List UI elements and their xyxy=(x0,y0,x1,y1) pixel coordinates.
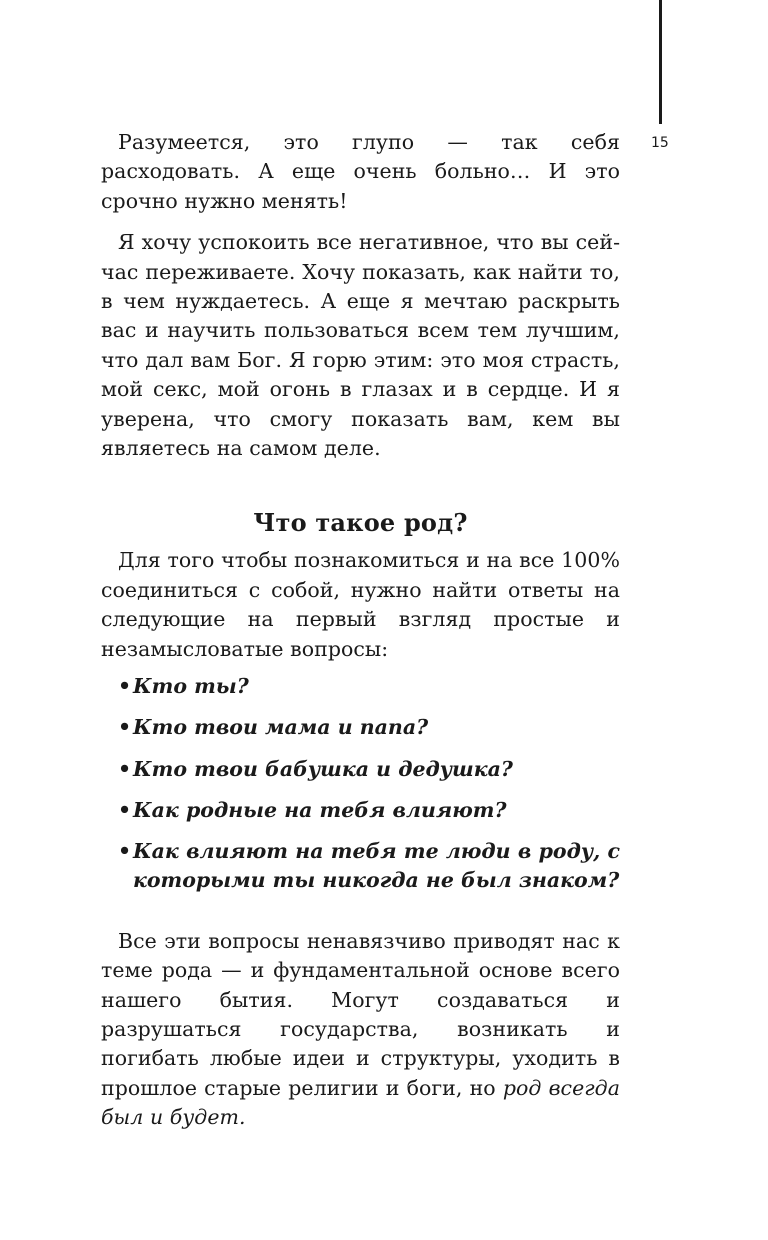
paragraph-3: Для того чтобы познакомиться и на все 100% соединиться с собой, нужно найти ответы на следующие на первый взгляд простые и незамысловатые вопросы: xyxy=(101,548,620,661)
list-item xyxy=(101,755,620,784)
paragraph-2: Я хочу успокоить все негативное, что вы сейчас переживаете. Хочу показать, как найти то, в чем нуждаетесь. А еще я мечтаю раскрыть вас и научить пользоваться всем тем лучшим, что дал вам Бог. Я горю этим: это моя страсть, мой секс, мой огонь в глазах и в сердце. И я уверена, что смогу показать вам, кем вы являетесь на самом деле. xyxy=(101,230,620,461)
question-text: Кто твои бабушка и дедушка? xyxy=(133,756,513,781)
paragraph-1: Разумеется, это глупо — так себя расходовать. А еще очень больно… И это срочно нужно менять! xyxy=(101,130,620,213)
question-text: Как родные на тебя влияют? xyxy=(133,797,507,822)
bullet-icon: • xyxy=(118,797,132,822)
section-heading: Что такое род? xyxy=(253,508,468,538)
paragraph-4 xyxy=(101,927,620,1133)
bullet-icon: • xyxy=(118,838,132,863)
paragraph-4-text: Все эти вопросы ненавязчиво приводят нас к теме рода — и фундаментальной основе всего нашего бытия. Могут создаваться и разрушаться государства, возникать и погибать любые идеи и структуры, уходить в прошлое старые религии и боги, но xyxy=(101,928,620,1100)
question-text: Кто ты? xyxy=(133,674,249,699)
paragraph-4-emphasis: род всегда был и будет. xyxy=(101,1075,620,1130)
bullet-icon: • xyxy=(118,756,132,781)
question-text: Как влияют на тебя те люди в роду, с которыми ты никогда не был знаком? xyxy=(133,838,620,893)
page-edge-rule xyxy=(659,0,662,124)
list-item xyxy=(101,713,620,742)
body-text xyxy=(101,128,620,1133)
list-item xyxy=(101,796,620,825)
question-text: Кто твои мама и папа? xyxy=(133,715,429,740)
bullet-icon: • xyxy=(118,715,132,740)
bullet-icon: • xyxy=(118,674,132,699)
page-number: 15 xyxy=(651,135,669,151)
questions-list xyxy=(101,672,620,896)
list-item xyxy=(101,672,620,701)
list-item xyxy=(101,837,620,896)
